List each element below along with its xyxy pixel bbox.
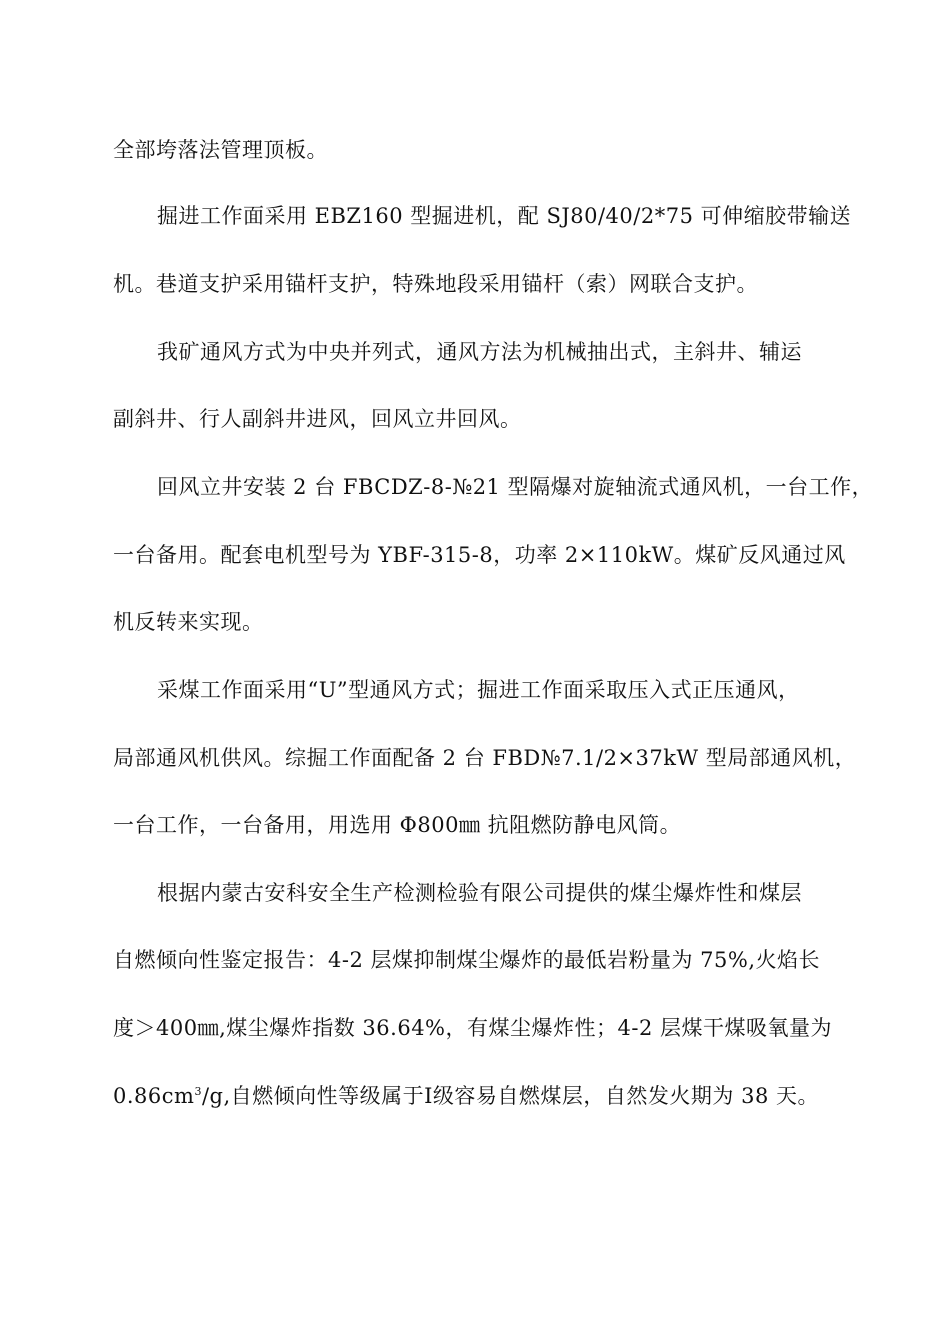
text-line: 副斜井、行人副斜井进风，回风立井回风。 [113,407,522,431]
text-line: 度＞400㎜,煤尘爆炸指数 36.64%，有煤尘爆炸性；4-2 层煤干煤吸氧量为 [113,1016,832,1040]
text-line: 机。巷道支护采用锚杆支护，特殊地段采用锚杆（索）网联合支护。 [113,272,758,296]
paragraph-first-line: 回风立井安装 2 台 FBCDZ-8-№21 型隔爆对旋轴流式通风机，一台工作， [157,475,874,499]
paragraph-first-line: 掘进工作面采用 EBZ160 型掘进机，配 SJ80/40/2*75 可伸缩胶带输送 [157,204,852,228]
text-line: 全部垮落法管理顶板。 [113,138,328,162]
text-fragment: 0.86cm [113,1084,195,1108]
text-fragment: /g,自燃倾向性等级属于Ⅰ级容易自燃煤层，自然发火期为 38 天。 [201,1084,819,1108]
superscript: 3 [194,1085,202,1098]
paragraph-first-line: 我矿通风方式为中央并列式，通风方法为机械抽出式，主斜井、辅运 [157,340,802,364]
paragraph-first-line: 根据内蒙古安科安全生产检测检验有限公司提供的煤尘爆炸性和煤层 [157,881,802,905]
text-line: 机反转来实现。 [113,610,264,634]
text-line: 一台工作，一台备用，用选用 Φ800㎜ 抗阻燃防静电风筒。 [113,813,682,837]
paragraph-first-line: 采煤工作面采用“U”型通风方式；掘进工作面采取压入式正压通风， [157,678,800,702]
text-line [113,1082,819,1110]
text-line: 自燃倾向性鉴定报告：4-2 层煤抑制煤尘爆炸的最低岩粉量为 75%,火焰长 [113,948,821,972]
text-line: 一台备用。配套电机型号为 YBF-315-8，功率 2×110kW。煤矿反风通过风 [113,543,846,567]
text-line: 局部通风机供风。综掘工作面配备 2 台 FBD№7.1/2×37kW 型局部通风机， [113,746,857,770]
